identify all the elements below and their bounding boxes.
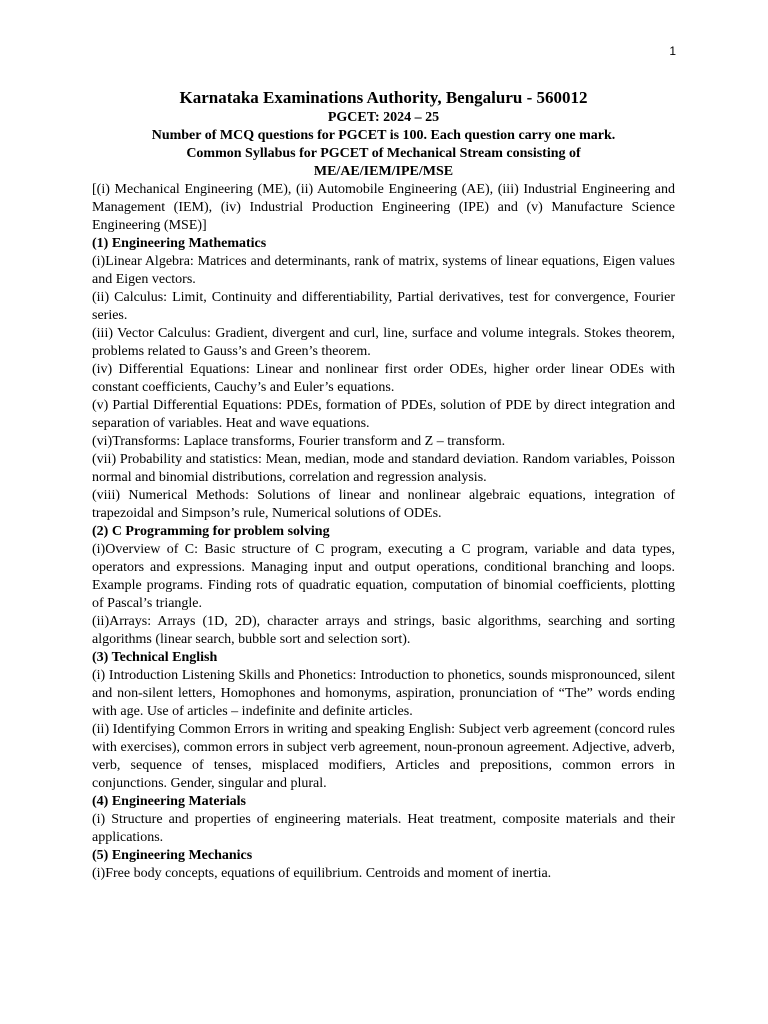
section-title: (1) Engineering Mathematics xyxy=(92,236,267,251)
section-item: (ii) Calculus: Limit, Continuity and differentiability, Partial derivatives, test for convergence, Fourier series. xyxy=(92,290,675,323)
section-item: (ii) Identifying Common Errors in writing and speaking English: Subject verb agreement (concord rules with exercises), common errors in subject verb agreement, noun-pronoun agreement. Adjective, adverb, verb, sequence of tenses, misplaced modifiers, Articles and prepositions, common errors in conjunctions. Gender, singular and plural. xyxy=(92,722,675,791)
section-engineering-mathematics xyxy=(92,235,675,523)
section-item: (ii)Arrays: Arrays (1D, 2D), character arrays and strings, basic algorithms, searching and sorting algorithms (linear search, bubble sort and selection sort). xyxy=(92,614,675,647)
section-item: (i)Linear Algebra: Matrices and determinants, rank of matrix, systems of linear equations, Eigen values and Eigen vectors. xyxy=(92,254,675,287)
section-c-programming xyxy=(92,523,675,649)
section-title: (2) C Programming for problem solving xyxy=(92,524,330,539)
section-item: (i)Overview of C: Basic structure of C program, executing a C program, variable and data types, operators and expressions. Managing input and output operations, conditional branching and loops. Example programs. Finding rots of quadratic equation, computation of binomial coefficients, plotting of Pascal’s triangle. xyxy=(92,542,675,611)
section-item: (iii) Vector Calculus: Gradient, divergent and curl, line, surface and volume integrals. Stokes theorem, problems related to Gauss’s and Green’s theorem. xyxy=(92,326,675,359)
document-body xyxy=(92,87,675,883)
mcq-note: Number of MCQ questions for PGCET is 100. Each question carry one mark. xyxy=(151,128,616,143)
document-header xyxy=(92,87,675,181)
section-item: (vi)Transforms: Laplace transforms, Fourier transform and Z – transform. xyxy=(92,434,506,449)
syllabus-title-line2: ME/AE/IEM/IPE/MSE xyxy=(313,164,454,179)
exam-title: PGCET: 2024 – 25 xyxy=(327,110,440,125)
section-title: (3) Technical English xyxy=(92,650,218,665)
intro-paragraph: [(i) Mechanical Engineering (ME), (ii) Automobile Engineering (AE), (iii) Industrial Engineering and Management (IEM), (iv) Industrial Production Engineering (IPE) and (v) Manufacture Science Engineering (MSE)] xyxy=(92,182,675,233)
section-item: (v) Partial Differential Equations: PDEs, formation of PDEs, solution of PDE by direct integration and separation of variables. Heat and wave equations. xyxy=(92,398,675,431)
section-technical-english xyxy=(92,649,675,793)
section-title: (5) Engineering Mechanics xyxy=(92,848,253,863)
section-item: (i) Structure and properties of engineering materials. Heat treatment, composite materials and their applications. xyxy=(92,812,675,845)
page-number: 1 xyxy=(669,44,676,58)
section-item: (i)Free body concepts, equations of equilibrium. Centroids and moment of inertia. xyxy=(92,866,552,881)
section-item: (iv) Differential Equations: Linear and nonlinear first order ODEs, higher order linear ODEs with constant coefficients, Cauchy’s and Euler’s equations. xyxy=(92,362,675,395)
section-item: (vii) Probability and statistics: Mean, median, mode and standard deviation. Random variables, Poisson normal and binomial distributions, correlation and regression analysis. xyxy=(92,452,675,485)
section-item: (i) Introduction Listening Skills and Phonetics: Introduction to phonetics, sounds mispronounced, silent and non-silent letters, Homophones and homonyms, aspiration, pronunciation of “The” words ending with age. Use of articles – indefinite and definite articles. xyxy=(92,668,675,719)
section-title: (4) Engineering Materials xyxy=(92,794,246,809)
authority-title: Karnataka Examinations Authority, Bengaluru - 560012 xyxy=(179,88,588,107)
section-item: (viii) Numerical Methods: Solutions of linear and nonlinear algebraic equations, integration of trapezoidal and Simpson’s rule, Numerical solutions of ODEs. xyxy=(92,488,675,521)
section-engineering-materials xyxy=(92,793,675,847)
syllabus-title-line1: Common Syllabus for PGCET of Mechanical Stream consisting of xyxy=(186,146,581,161)
section-engineering-mechanics xyxy=(92,847,675,883)
